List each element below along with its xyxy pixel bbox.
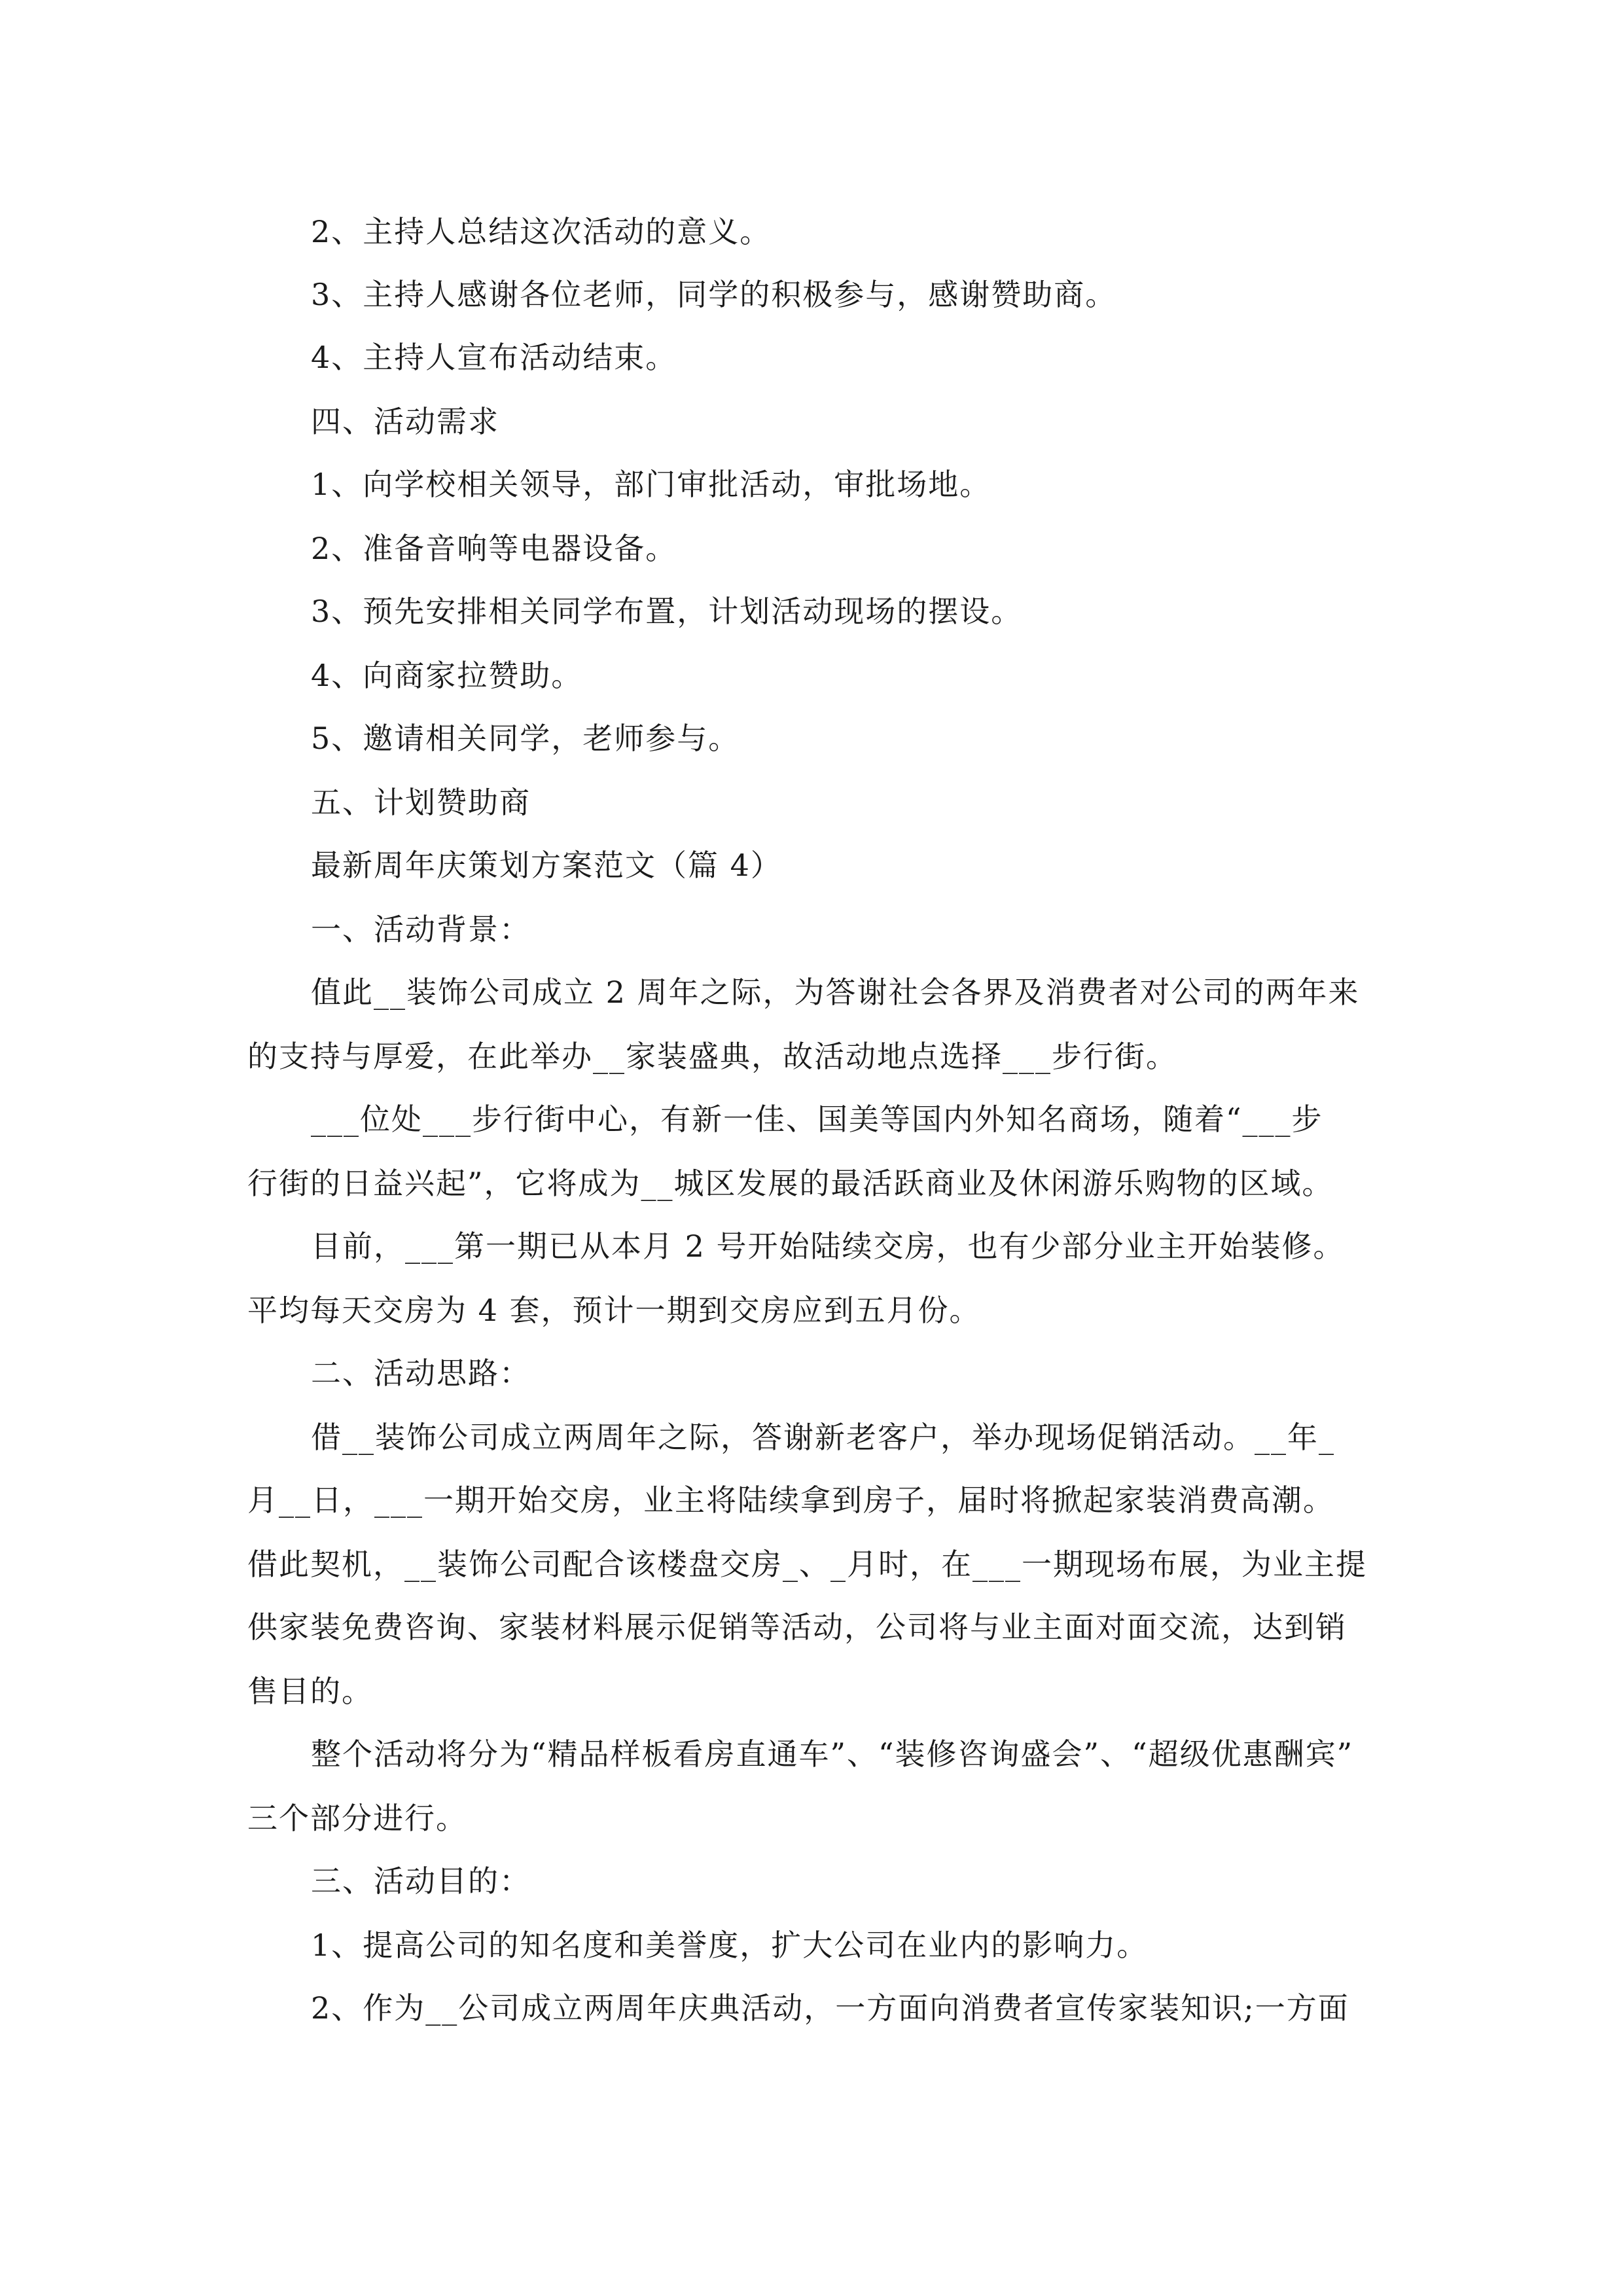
paragraph-line: 的支持与厚爱，在此举办__家装盛典，故活动地点选择___步行街。: [247, 1039, 1177, 1074]
text-line: 1、向学校相关领导，部门审批活动，审批场地。: [311, 467, 991, 502]
text-line: 1、提高公司的知名度和美誉度，扩大公司在业内的影响力。: [311, 1928, 1149, 1963]
section-heading: 二、活动思路：: [311, 1355, 531, 1391]
paragraph-line: 借__装饰公司成立两周年之际，答谢新老客户，举办现场促销活动。__年_: [311, 1420, 1335, 1455]
text-line: 2、作为__公司成立两周年庆典活动，一方面向消费者宣传家装知识;一方面: [311, 1990, 1349, 2026]
section-heading: 一、活动背景：: [311, 912, 531, 947]
section-heading: 四、活动需求: [311, 404, 499, 439]
section-heading: 五、计划赞助商: [311, 785, 531, 820]
paragraph-line: 整个活动将分为“精品样板看房直通车”、“装修咨询盛会”、“超级优惠酬宾”: [311, 1736, 1354, 1772]
paragraph-line: 售目的。: [247, 1674, 373, 1709]
document-title: 最新周年庆策划方案范文（篇 4）: [311, 848, 782, 883]
text-line: 5、邀请相关同学，老师参与。: [311, 721, 740, 756]
text-line: 2、准备音响等电器设备。: [311, 531, 677, 566]
text-line: 4、主持人宣布活动结束。: [311, 340, 677, 375]
paragraph-line: 平均每天交房为 4 套，预计一期到交房应到五月份。: [247, 1293, 981, 1328]
paragraph-line: 行街的日益兴起”，它将成为__城区发展的最活跃商业及休闲游乐购物的区域。: [247, 1166, 1334, 1201]
text-line: 2、主持人总结这次活动的意义。: [311, 214, 772, 249]
paragraph-line: 月__日，___一期开始交房，业主将陆续拿到房子，届时将掀起家装消费高潮。: [247, 1482, 1334, 1518]
text-line: 4、向商家拉赞助。: [311, 658, 583, 693]
section-heading: 三、活动目的：: [311, 1863, 531, 1899]
text-line: 3、预先安排相关同学布置，计划活动现场的摆设。: [311, 594, 1023, 629]
paragraph-line: 供家装免费咨询、家装材料展示促销等活动，公司将与业主面对面交流，达到销: [247, 1609, 1347, 1645]
paragraph-line: ___位处___步行街中心，有新一佳、国美等国内外知名商场，随着“___步: [311, 1102, 1323, 1137]
paragraph-line: 借此契机，__装饰公司配合该楼盘交房_、_月时，在___一期现场布展，为业主提: [247, 1547, 1367, 1582]
text-line: 3、主持人感谢各位老师，同学的积极参与，感谢赞助商。: [311, 277, 1117, 312]
paragraph-line: 目前，___第一期已从本月 2 号开始陆续交房，也有少部分业主开始装修。: [311, 1229, 1345, 1264]
paragraph-line: 值此__装饰公司成立 2 周年之际，为答谢社会各界及消费者对公司的两年来: [311, 975, 1360, 1010]
paragraph-line: 三个部分进行。: [247, 1801, 467, 1836]
